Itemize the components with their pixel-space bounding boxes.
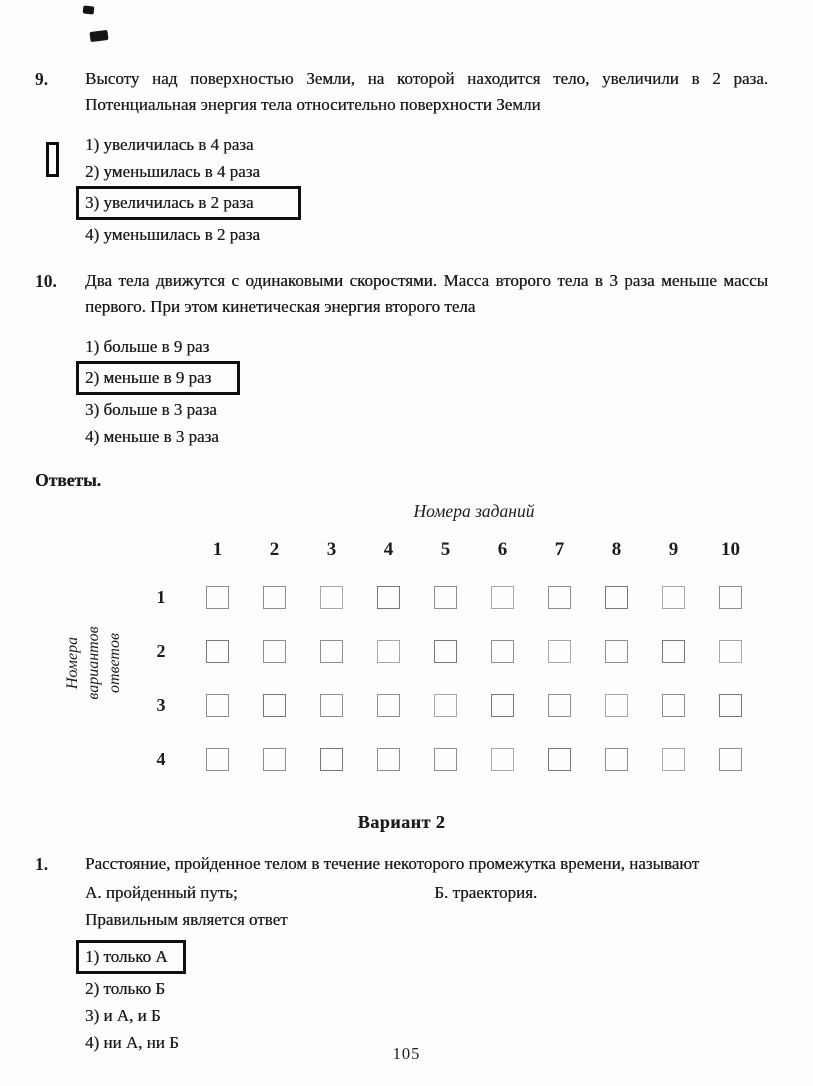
answer-cell bbox=[263, 748, 286, 771]
answer-box[interactable] bbox=[377, 694, 400, 717]
answer-box[interactable] bbox=[491, 748, 514, 771]
option-2-marked bbox=[85, 360, 768, 396]
answer-box[interactable] bbox=[719, 640, 742, 663]
answer-cell bbox=[719, 748, 742, 771]
answer-box[interactable] bbox=[662, 586, 685, 609]
answer-cell bbox=[491, 586, 514, 609]
question-10 bbox=[35, 268, 768, 450]
options-list bbox=[85, 333, 768, 450]
answer-box[interactable] bbox=[491, 640, 514, 663]
answer-box[interactable] bbox=[320, 640, 343, 663]
option-label: 1) больше в 9 раз bbox=[85, 337, 210, 356]
answer-cell bbox=[662, 640, 685, 663]
answer-cell bbox=[434, 748, 457, 771]
question-9 bbox=[35, 66, 768, 248]
answer-box[interactable] bbox=[491, 586, 514, 609]
choice-row bbox=[85, 879, 768, 906]
answer-cell bbox=[263, 586, 286, 609]
answer-cell bbox=[719, 694, 742, 717]
question-text: Высоту над поверхностью Земли, на которой находится тело, увеличили в 2 раза. Потенциальная энергия тела относительно поверхности Земли bbox=[85, 69, 768, 114]
answer-box[interactable] bbox=[434, 748, 457, 771]
option-1 bbox=[85, 131, 768, 158]
task-number-header: 1 bbox=[212, 539, 223, 560]
answer-box[interactable] bbox=[605, 640, 628, 663]
question-1-variant2 bbox=[35, 851, 768, 1056]
answer-cell bbox=[548, 586, 571, 609]
answer-cell bbox=[719, 586, 742, 609]
answer-box[interactable] bbox=[263, 640, 286, 663]
answer-box[interactable] bbox=[719, 748, 742, 771]
answer-cell bbox=[206, 694, 229, 717]
answers-table bbox=[55, 501, 768, 786]
answer-box[interactable] bbox=[434, 586, 457, 609]
answer-box[interactable] bbox=[662, 748, 685, 771]
answer-box[interactable] bbox=[548, 640, 571, 663]
answer-cell bbox=[377, 586, 400, 609]
choice-b: Б. траектория. bbox=[434, 883, 538, 902]
variant-row-label: 2 bbox=[156, 640, 166, 661]
option-label: 4) ни А, ни Б bbox=[85, 1033, 179, 1052]
option-1-marked bbox=[85, 939, 768, 975]
answer-box[interactable] bbox=[491, 694, 514, 717]
answer-cell bbox=[206, 748, 229, 771]
answer-cell bbox=[605, 640, 628, 663]
answer-box[interactable] bbox=[377, 748, 400, 771]
answer-box[interactable] bbox=[662, 694, 685, 717]
answer-cell bbox=[377, 640, 400, 663]
option-3-marked bbox=[85, 185, 768, 221]
answer-cell bbox=[548, 640, 571, 663]
question-text: Два тела движутся с одинаковыми скоростями. Масса второго тела в 3 раза меньше массы первого. При этом кинетическая энергия второго тела bbox=[85, 271, 768, 316]
answer-cell bbox=[320, 748, 343, 771]
answer-box[interactable] bbox=[206, 640, 229, 663]
options-list bbox=[85, 939, 768, 1056]
answer-box[interactable] bbox=[605, 694, 628, 717]
answer-cell bbox=[320, 640, 343, 663]
answer-cell bbox=[434, 640, 457, 663]
columns-title: Номера заданий bbox=[413, 501, 535, 521]
option-label: 3) больше в 3 раза bbox=[85, 400, 217, 419]
answer-box[interactable] bbox=[662, 640, 685, 663]
answer-cell bbox=[662, 748, 685, 771]
answer-cell bbox=[548, 694, 571, 717]
answer-cell bbox=[662, 694, 685, 717]
option-label: 1) увеличилась в 4 раза bbox=[85, 135, 254, 154]
question-number: 10. bbox=[35, 271, 57, 291]
answer-box[interactable] bbox=[377, 640, 400, 663]
answer-box[interactable] bbox=[605, 586, 628, 609]
marked-answer-box: 1) только А bbox=[76, 940, 186, 974]
variant-2-title: Вариант 2 bbox=[357, 812, 446, 832]
answer-cell bbox=[491, 694, 514, 717]
answer-box[interactable] bbox=[434, 694, 457, 717]
question-text: Расстояние, пройденное телом в течение некоторого промежутка времени, называют bbox=[85, 854, 700, 873]
task-number-header: 3 bbox=[326, 539, 337, 560]
answer-box[interactable] bbox=[605, 748, 628, 771]
answer-box[interactable] bbox=[320, 748, 343, 771]
answer-box[interactable] bbox=[548, 586, 571, 609]
answer-box[interactable] bbox=[434, 640, 457, 663]
answer-box[interactable] bbox=[548, 694, 571, 717]
option-2 bbox=[85, 158, 768, 185]
marked-answer-box: 3) увеличилась в 2 раза bbox=[76, 186, 301, 220]
option-label: 4) меньше в 3 раза bbox=[85, 427, 219, 446]
answer-cell bbox=[434, 694, 457, 717]
answer-box[interactable] bbox=[206, 748, 229, 771]
answer-cell bbox=[491, 748, 514, 771]
answer-cell bbox=[605, 748, 628, 771]
variant-row-label: 1 bbox=[156, 586, 166, 607]
answer-cell bbox=[434, 586, 457, 609]
answer-prompt: Правильным является ответ bbox=[85, 910, 288, 929]
ink-mark bbox=[83, 5, 95, 14]
question-body bbox=[85, 268, 768, 450]
question-body bbox=[85, 851, 768, 1056]
answers-heading: Ответы. bbox=[35, 470, 102, 490]
option-label: 2) уменьшилась в 4 раза bbox=[85, 162, 260, 181]
answer-cell bbox=[662, 586, 685, 609]
answer-box[interactable] bbox=[206, 586, 229, 609]
question-number: 1. bbox=[35, 854, 49, 874]
variant-row-label: 3 bbox=[156, 694, 166, 715]
option-4 bbox=[85, 221, 768, 248]
task-number-header: 2 bbox=[269, 539, 280, 560]
answer-box[interactable] bbox=[320, 586, 343, 609]
answer-box[interactable] bbox=[719, 586, 742, 609]
question-number: 9. bbox=[35, 69, 49, 89]
table-main bbox=[133, 501, 759, 786]
answer-cell bbox=[605, 586, 628, 609]
option-1 bbox=[85, 333, 768, 360]
task-number-header: 8 bbox=[611, 539, 622, 560]
ink-mark-bar bbox=[46, 142, 59, 177]
options-list bbox=[85, 131, 768, 248]
answer-box[interactable] bbox=[206, 694, 229, 717]
task-number-header: 4 bbox=[383, 539, 394, 560]
answer-cell bbox=[605, 694, 628, 717]
answer-cell bbox=[548, 748, 571, 771]
answer-cell bbox=[206, 640, 229, 663]
option-label: 3) и А, и Б bbox=[85, 1006, 161, 1025]
answer-box[interactable] bbox=[377, 586, 400, 609]
task-number-header: 10 bbox=[721, 539, 740, 560]
answer-cell bbox=[320, 694, 343, 717]
task-number-header: 9 bbox=[668, 539, 679, 560]
answer-box[interactable] bbox=[263, 694, 286, 717]
answer-box[interactable] bbox=[548, 748, 571, 771]
answer-cell bbox=[263, 640, 286, 663]
answers-grid bbox=[133, 530, 759, 786]
marked-answer-box: 2) меньше в 9 раз bbox=[76, 361, 240, 395]
task-number-header: 6 bbox=[497, 539, 508, 560]
option-label: 2) только Б bbox=[85, 979, 166, 998]
variant-row-label: 4 bbox=[156, 748, 166, 769]
option-2 bbox=[85, 975, 768, 1002]
option-label: 4) уменьшилась в 2 раза bbox=[85, 225, 260, 244]
answer-box[interactable] bbox=[320, 694, 343, 717]
answer-cell bbox=[263, 694, 286, 717]
task-number-header: 7 bbox=[554, 539, 565, 560]
answer-cell bbox=[320, 586, 343, 609]
rows-title-wrap bbox=[55, 501, 133, 786]
answer-box[interactable] bbox=[263, 748, 286, 771]
answer-box[interactable] bbox=[263, 586, 286, 609]
answer-cell bbox=[719, 640, 742, 663]
answer-cell bbox=[206, 586, 229, 609]
answer-cell bbox=[377, 748, 400, 771]
page-number: 105 bbox=[392, 1044, 421, 1063]
answer-box[interactable] bbox=[719, 694, 742, 717]
option-3 bbox=[85, 396, 768, 423]
task-number-header: 5 bbox=[440, 539, 451, 560]
option-3 bbox=[85, 1002, 768, 1029]
choice-a: А. пройденный путь; bbox=[85, 883, 238, 902]
option-4 bbox=[85, 423, 768, 450]
question-body bbox=[85, 66, 768, 248]
answer-cell bbox=[491, 640, 514, 663]
answer-cell bbox=[377, 694, 400, 717]
answers-section bbox=[35, 470, 768, 786]
rows-title: Номера вариантов ответов bbox=[63, 626, 123, 701]
